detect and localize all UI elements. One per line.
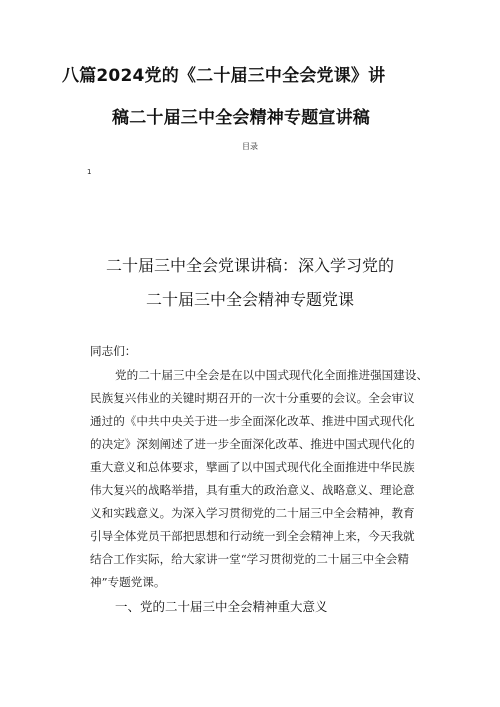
section-subheading: 一、党的二十届三中全会精神重大意义	[115, 599, 328, 614]
paragraph-line: 党的二十届三中全会是在以中国式现代化全面推进强国建设、	[115, 368, 429, 382]
paragraph-line: 重大意义和总体要求，擘画了以中国式现代化全面推进中华民族	[90, 460, 415, 474]
section-heading-line-2: 二十届三中全会精神专题党课	[145, 290, 354, 309]
paragraph-line: 通过的《中共中央关于进一步全面深化改革、推进中国式现代化	[90, 414, 415, 428]
paragraph-line: 伟大复兴的战略举措，具有重大的政治意义、战略意义、理论意	[90, 483, 415, 497]
paragraph-line: 结合工作实际，给大家讲一堂“学习贯彻党的二十届三中全会精	[90, 552, 409, 566]
section-heading-line-1: 二十届三中全会党课讲稿：深入学习党的	[105, 256, 394, 275]
paragraph-line: 神”专题党课。	[90, 575, 166, 589]
document-title-line-1: 八篇2024党的《二十届三中全会党课》讲	[62, 66, 386, 86]
toc-label: 目录	[242, 142, 258, 151]
paragraph-line: 的决定》深刻阐述了进一步全面深化改革、推进中国式现代化的	[90, 437, 415, 451]
paragraph-line: 民族复兴伟业的关键时期召开的一次十分重要的会议。全会审议	[90, 391, 415, 405]
toc-entry-number: 1	[87, 168, 92, 176]
paragraph-line: 义和实践意义。为深入学习贯彻党的二十届三中全会精神，教育	[90, 506, 415, 520]
document-title-line-2: 稿二十届三中全会精神专题宣讲稿	[112, 108, 370, 128]
paragraph-line: 引导全体党员干部把思想和行动统一到全会精神上来，今天我就	[90, 529, 415, 543]
salutation: 同志们：	[90, 344, 137, 358]
